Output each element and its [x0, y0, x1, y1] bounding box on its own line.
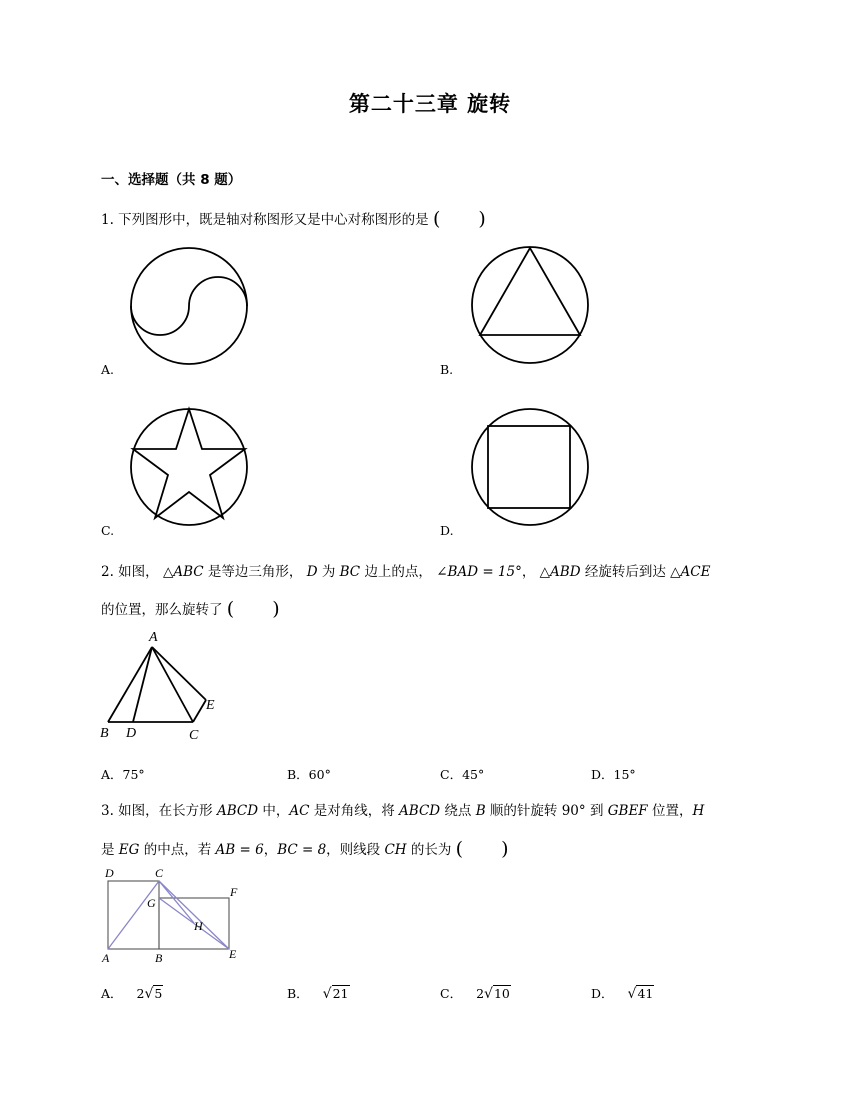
q2-option-a[interactable]: A．75°: [101, 767, 145, 782]
math-triangle-ace: △ACE: [670, 564, 711, 580]
q1-figure-a: [128, 245, 252, 369]
text: ，: [521, 564, 536, 580]
q3-option-c[interactable]: C． 2√10: [440, 986, 510, 1002]
q1-option-a[interactable]: A.: [101, 362, 115, 377]
radicand: 21: [332, 986, 349, 1001]
label-g: G: [147, 896, 156, 910]
option-letter: A．: [101, 986, 123, 1001]
question-2-stem-line-1: [101, 560, 710, 580]
text: 为: [321, 564, 336, 580]
label-d: D: [126, 726, 137, 741]
math-segment-ac: AC: [289, 803, 310, 819]
q3-option-a[interactable]: A． 2√5: [101, 986, 163, 1002]
q1-figure-b: [470, 245, 594, 369]
answer-blank: ( ): [432, 208, 486, 230]
math-triangle-abd: △ABD: [539, 564, 581, 580]
text: 的中点，若: [143, 842, 212, 858]
question-3-stem-line-1: [101, 799, 704, 819]
text: ，则线段: [326, 842, 381, 858]
text: 顺的针旋转: [489, 803, 558, 819]
q1-figure-d: [470, 406, 594, 530]
text: 经旋转后到达: [584, 564, 666, 580]
segment-ad: [133, 647, 152, 722]
q2-option-d[interactable]: D．15°: [591, 767, 636, 782]
text: 2. 如图，: [101, 564, 159, 580]
label-c: C: [155, 866, 164, 880]
math-point-h: H: [692, 803, 705, 819]
question-1-stem: [101, 203, 486, 230]
q3-option-d[interactable]: D． √41: [591, 986, 654, 1002]
label-b: B: [155, 951, 163, 965]
answer-blank: ( ): [226, 598, 280, 620]
segment-ac: [152, 647, 193, 722]
q1-figure-c: [128, 406, 252, 530]
label-h: H: [194, 919, 203, 933]
segment-ce: [193, 700, 206, 722]
text: 到: [589, 803, 604, 819]
radicand: 41: [637, 986, 654, 1001]
text: 的位置，那么旋转了: [101, 602, 223, 618]
math-point-b: B: [475, 803, 486, 819]
text: 是对角线，将: [313, 803, 395, 819]
text: 的长为: [410, 842, 452, 858]
outer-circle: [472, 247, 588, 363]
text: 是等边三角形，: [207, 564, 303, 580]
q2-option-c[interactable]: C．45°: [440, 767, 485, 782]
q1-option-d[interactable]: D.: [440, 523, 454, 538]
label-c: C: [189, 728, 199, 743]
math-point-d: D: [306, 564, 318, 580]
q2-figure: [98, 625, 228, 745]
outer-circle: [131, 409, 247, 525]
option-letter: D．: [591, 986, 614, 1001]
text: 绕点: [444, 803, 472, 819]
segment-ab: [108, 647, 152, 722]
option-letter: C．: [440, 986, 463, 1001]
segment-ce: [159, 881, 229, 949]
answer-blank: ( ): [455, 838, 509, 860]
math-segment-eg: EG: [118, 842, 140, 858]
math-rect-gbef: GBEF: [607, 803, 648, 819]
label-e: E: [206, 698, 215, 713]
diagonal-ac: [108, 881, 159, 949]
q2-option-b[interactable]: B．60°: [287, 767, 331, 782]
radicand: 10: [493, 986, 510, 1001]
text: 中，: [262, 803, 290, 819]
q1-option-c[interactable]: C.: [101, 523, 115, 538]
label-b: B: [100, 726, 109, 741]
section-heading: 一、选择题（共 8 题）: [101, 172, 242, 188]
q3-option-b[interactable]: B． √21: [287, 986, 349, 1002]
page-title: 第二十三章 旋转: [348, 92, 512, 116]
coefficient: 2: [136, 986, 145, 1001]
math-angle-bad: ∠BAD = 15°: [436, 564, 522, 580]
coefficient: 2: [476, 986, 485, 1001]
text: 3. 如图，在长方形: [101, 803, 213, 819]
radicand: 5: [154, 986, 163, 1001]
question-2-stem-line-2: [101, 593, 280, 620]
question-3-stem-line-2: [101, 833, 509, 860]
label-e: E: [229, 947, 237, 961]
text: 边上的点，: [364, 564, 432, 580]
text: 是: [101, 842, 115, 858]
math-triangle-abc: △ABC: [162, 564, 204, 580]
math-angle-90: 90°: [561, 803, 586, 819]
s-curve: [131, 277, 247, 335]
math-rect-abcd: ABCD: [216, 803, 259, 819]
math-rect-abcd: ABCD: [399, 803, 441, 819]
text: ，: [263, 842, 278, 858]
math-bc-equals-8: BC = 8: [277, 842, 327, 858]
segment-ae: [152, 647, 206, 700]
label-f: F: [230, 885, 238, 899]
math-segment-bc: BC: [339, 564, 361, 580]
math-segment-ch: CH: [384, 842, 407, 858]
text: 位置，: [651, 803, 693, 819]
question-1-text: 1. 下列图形中，既是轴对称图形又是中心对称图形的是: [101, 212, 429, 228]
option-letter: B．: [287, 986, 309, 1001]
inscribed-square: [488, 426, 570, 508]
label-a: A: [149, 630, 158, 645]
inscribed-triangle: [480, 248, 580, 335]
q3-figure: [98, 862, 248, 972]
math-ab-equals-6: AB = 6: [215, 842, 264, 858]
q1-option-b[interactable]: B.: [440, 362, 454, 377]
label-a: A: [102, 951, 110, 965]
label-d: D: [105, 866, 114, 880]
